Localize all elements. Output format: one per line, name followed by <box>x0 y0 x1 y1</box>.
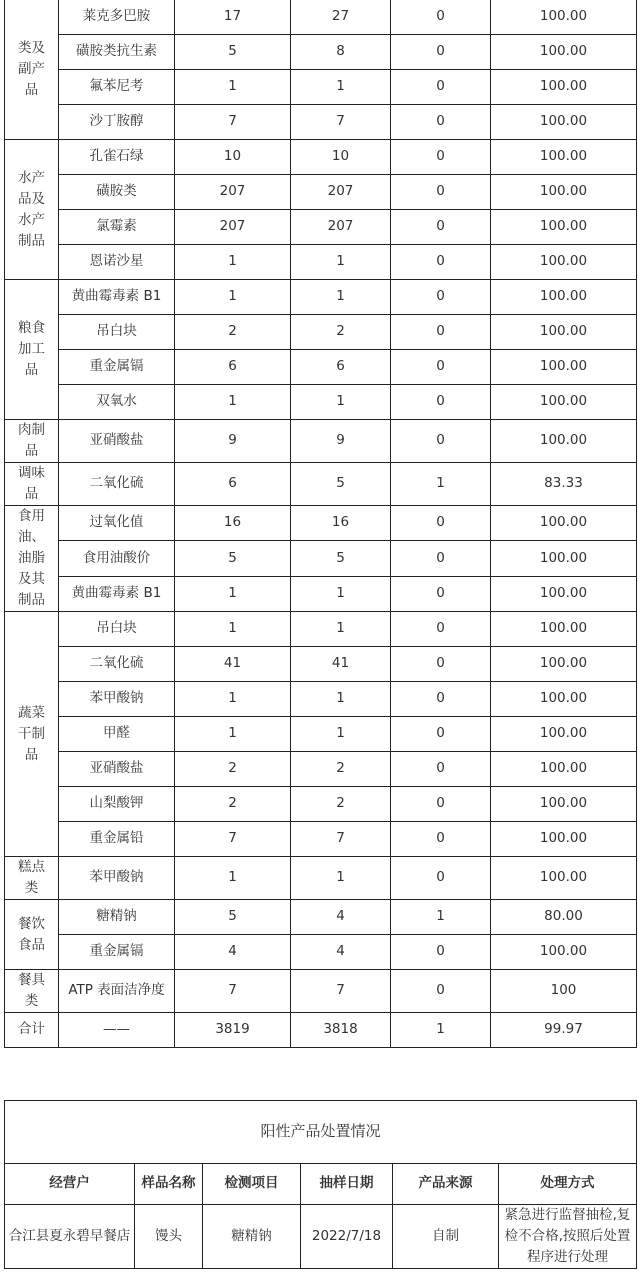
test-item-cell: 莱克多巴胺 <box>59 0 175 35</box>
sampled-count-cell: 5 <box>175 541 291 576</box>
table-row <box>5 463 637 506</box>
sampled-count-cell: 6 <box>175 463 291 506</box>
qualified-count-cell: 1 <box>291 576 391 611</box>
header-source: 产品来源 <box>393 1164 499 1205</box>
sampled-count-cell: 17 <box>175 0 291 35</box>
category-cell <box>5 506 59 612</box>
unqualified-count-cell: 0 <box>391 105 491 140</box>
header-operator: 经营户 <box>5 1164 135 1205</box>
pass-rate-cell: 100.00 <box>491 280 637 315</box>
test-item-cell: 氟苯尼考 <box>59 70 175 105</box>
table-row <box>5 70 637 105</box>
sampled-count-cell: 1 <box>175 717 291 752</box>
table-row <box>5 900 637 935</box>
qualified-count-cell: 1 <box>291 682 391 717</box>
pass-rate-cell: 100.00 <box>491 576 637 611</box>
test-item-cell: 亚硝酸盐 <box>59 752 175 787</box>
unqualified-count-cell: 0 <box>391 350 491 385</box>
total-row <box>5 1013 637 1048</box>
test-item-cell: 苯甲酸钠 <box>59 857 175 900</box>
qualified-count-cell: 2 <box>291 752 391 787</box>
pass-rate-cell: 100.00 <box>491 70 637 105</box>
sampled-count-cell: 2 <box>175 315 291 350</box>
pass-rate-cell: 100.00 <box>491 0 637 35</box>
unqualified-count-cell: 0 <box>391 35 491 70</box>
unqualified-count-cell: 0 <box>391 682 491 717</box>
test-item-cell: 重金属铅 <box>59 822 175 857</box>
unqualified-count-cell: 0 <box>391 210 491 245</box>
qualified-count-cell: 9 <box>291 420 391 463</box>
pass-rate-cell: 100.00 <box>491 35 637 70</box>
category-cell <box>5 280 59 420</box>
test-item-cell: 黄曲霉毒素 B1 <box>59 280 175 315</box>
positive-table-row <box>5 1205 637 1269</box>
sampled-count-cell: 207 <box>175 210 291 245</box>
test-item-cell: 山梨酸钾 <box>59 787 175 822</box>
table-row <box>5 506 637 541</box>
table-row <box>5 752 637 787</box>
table-row <box>5 935 637 970</box>
pass-rate-cell: 100.00 <box>491 210 637 245</box>
header-sample: 样品名称 <box>135 1164 203 1205</box>
table-row <box>5 210 637 245</box>
qualified-count-cell: 4 <box>291 935 391 970</box>
pass-rate-cell: 100.00 <box>491 506 637 541</box>
pass-rate-cell: 100.00 <box>491 175 637 210</box>
unqualified-count-cell: 0 <box>391 541 491 576</box>
unqualified-count-cell: 0 <box>391 822 491 857</box>
test-item-cell: 孔雀石绿 <box>59 140 175 175</box>
pass-rate-cell: 100.00 <box>491 752 637 787</box>
sampled-count-cell: 2 <box>175 752 291 787</box>
unqualified-count-cell: 0 <box>391 175 491 210</box>
test-item-cell: 亚硝酸盐 <box>59 420 175 463</box>
test-item-cell: 糖精钠 <box>59 900 175 935</box>
stats-table-body <box>5 0 637 1048</box>
category-label: 蔬菜干制品 <box>18 704 45 763</box>
cell-source: 自制 <box>393 1205 499 1269</box>
qualified-count-cell: 7 <box>291 105 391 140</box>
unqualified-count-cell: 0 <box>391 935 491 970</box>
sampled-count-cell: 207 <box>175 175 291 210</box>
qualified-count-cell: 1 <box>291 857 391 900</box>
table-row <box>5 576 637 611</box>
category-label: 餐饮食品 <box>18 915 45 953</box>
sampled-count-cell: 1 <box>175 70 291 105</box>
pass-rate-cell: 100.00 <box>491 682 637 717</box>
inspection-stats-table <box>4 0 637 1048</box>
test-item-cell: 黄曲霉毒素 B1 <box>59 576 175 611</box>
test-item-cell: 恩诺沙星 <box>59 245 175 280</box>
qualified-count-cell: 4 <box>291 900 391 935</box>
qualified-count-cell: 207 <box>291 210 391 245</box>
qualified-count-cell: 1 <box>291 717 391 752</box>
pass-rate-cell: 83.33 <box>491 463 637 506</box>
table-row <box>5 35 637 70</box>
sampled-count-cell: 1 <box>175 280 291 315</box>
sampled-count-cell: 16 <box>175 506 291 541</box>
test-item-cell: 重金属镉 <box>59 935 175 970</box>
sampled-count-cell: 5 <box>175 35 291 70</box>
qualified-count-cell: 10 <box>291 140 391 175</box>
table-row <box>5 717 637 752</box>
category-cell <box>5 140 59 280</box>
unqualified-count-cell: 0 <box>391 576 491 611</box>
pass-rate-cell: 100.00 <box>491 717 637 752</box>
category-label: 肉制品 <box>18 422 45 459</box>
unqualified-count-cell: 0 <box>391 0 491 35</box>
table-row <box>5 682 637 717</box>
test-item-cell: ATP 表面洁净度 <box>59 970 175 1013</box>
sampled-count-cell: 1 <box>175 385 291 420</box>
sampled-count-cell: 6 <box>175 350 291 385</box>
unqualified-count-cell: 0 <box>391 717 491 752</box>
table-row <box>5 420 637 463</box>
table-row <box>5 140 637 175</box>
cell-operator <box>5 1205 135 1269</box>
category-label: 餐具类 <box>18 972 45 1009</box>
table-row <box>5 175 637 210</box>
unqualified-count-cell: 0 <box>391 245 491 280</box>
sampled-count-cell: 1 <box>175 576 291 611</box>
table-row <box>5 647 637 682</box>
sampled-count-cell: 1 <box>175 682 291 717</box>
pass-rate-cell: 100.00 <box>491 420 637 463</box>
pass-rate-cell: 100.00 <box>491 385 637 420</box>
pass-rate-cell: 100.00 <box>491 140 637 175</box>
cell-sample: 馒头 <box>135 1205 203 1269</box>
category-cell <box>5 612 59 857</box>
test-item-cell: 二氧化硫 <box>59 647 175 682</box>
unqualified-count-cell: 0 <box>391 140 491 175</box>
category-cell <box>5 0 59 140</box>
test-item-cell: 苯甲酸钠 <box>59 682 175 717</box>
qualified-count-cell: 2 <box>291 315 391 350</box>
operator-text: 合江县夏永碧早餐店 <box>8 1228 131 1244</box>
category-cell <box>5 970 59 1013</box>
test-item-cell: 磺胺类 <box>59 175 175 210</box>
positive-table-title: 阳性产品处置情况 <box>5 1101 637 1164</box>
qualified-count-cell: 1 <box>291 612 391 647</box>
sampled-count-cell: 10 <box>175 140 291 175</box>
unqualified-count-cell: 0 <box>391 420 491 463</box>
unqualified-count-cell: 0 <box>391 787 491 822</box>
sampled-count-cell: 1 <box>175 245 291 280</box>
category-label: 食用油、油脂及其制品 <box>18 508 45 608</box>
unqualified-count-cell: 0 <box>391 70 491 105</box>
total-item-cell: —— <box>59 1013 175 1048</box>
unqualified-count-cell: 1 <box>391 900 491 935</box>
table-row <box>5 541 637 576</box>
unqualified-count-cell: 0 <box>391 970 491 1013</box>
action-text: 紧急进行监督抽检,复检不合格,按照后处置程序进行处理 <box>504 1207 631 1265</box>
qualified-count-cell: 8 <box>291 35 391 70</box>
category-cell <box>5 420 59 463</box>
positive-table-title-row <box>5 1101 637 1164</box>
category-label: 糕点类 <box>18 859 45 896</box>
pass-rate-cell: 100.00 <box>491 245 637 280</box>
qualified-count-cell: 16 <box>291 506 391 541</box>
unqualified-count-cell: 0 <box>391 315 491 350</box>
total-unqualified-cell: 1 <box>391 1013 491 1048</box>
total-sampled-cell: 3819 <box>175 1013 291 1048</box>
sampled-count-cell: 41 <box>175 647 291 682</box>
pass-rate-cell: 100.00 <box>491 105 637 140</box>
unqualified-count-cell: 1 <box>391 463 491 506</box>
sampled-count-cell: 4 <box>175 935 291 970</box>
sampled-count-cell: 7 <box>175 105 291 140</box>
pass-rate-cell: 100.00 <box>491 350 637 385</box>
total-rate-cell: 99.97 <box>491 1013 637 1048</box>
test-item-cell: 过氧化值 <box>59 506 175 541</box>
qualified-count-cell: 1 <box>291 385 391 420</box>
sampled-count-cell: 1 <box>175 857 291 900</box>
test-item-cell: 甲醛 <box>59 717 175 752</box>
qualified-count-cell: 1 <box>291 70 391 105</box>
unqualified-count-cell: 0 <box>391 385 491 420</box>
pass-rate-cell: 100.00 <box>491 647 637 682</box>
test-item-cell: 磺胺类抗生素 <box>59 35 175 70</box>
unqualified-count-cell: 0 <box>391 647 491 682</box>
table-row <box>5 0 637 35</box>
category-cell <box>5 857 59 900</box>
category-cell <box>5 463 59 506</box>
table-row <box>5 822 637 857</box>
qualified-count-cell: 7 <box>291 822 391 857</box>
sampled-count-cell: 2 <box>175 787 291 822</box>
qualified-count-cell: 1 <box>291 245 391 280</box>
unqualified-count-cell: 0 <box>391 506 491 541</box>
qualified-count-cell: 27 <box>291 0 391 35</box>
test-item-cell: 二氧化硫 <box>59 463 175 506</box>
table-row <box>5 105 637 140</box>
qualified-count-cell: 7 <box>291 970 391 1013</box>
pass-rate-cell: 100.00 <box>491 857 637 900</box>
unqualified-count-cell: 0 <box>391 857 491 900</box>
category-label: 粮食加工品 <box>18 320 45 378</box>
qualified-count-cell: 5 <box>291 541 391 576</box>
pass-rate-cell: 100.00 <box>491 612 637 647</box>
cell-date: 2022/7/18 <box>301 1205 393 1269</box>
table-row <box>5 315 637 350</box>
pass-rate-cell: 100.00 <box>491 541 637 576</box>
table-row <box>5 857 637 900</box>
total-label-cell: 合计 <box>5 1013 59 1048</box>
table-row <box>5 612 637 647</box>
positive-table-header-row <box>5 1164 637 1205</box>
pass-rate-cell: 100.00 <box>491 315 637 350</box>
positive-products-table <box>4 1100 637 1269</box>
header-action: 处理方式 <box>499 1164 637 1205</box>
unqualified-count-cell: 0 <box>391 752 491 787</box>
pass-rate-cell: 100 <box>491 970 637 1013</box>
sampled-count-cell: 7 <box>175 822 291 857</box>
unqualified-count-cell: 0 <box>391 280 491 315</box>
table-row <box>5 970 637 1013</box>
test-item-cell: 吊白块 <box>59 315 175 350</box>
sampled-count-cell: 1 <box>175 612 291 647</box>
category-label: 调味品 <box>18 465 45 502</box>
table-row <box>5 245 637 280</box>
qualified-count-cell: 6 <box>291 350 391 385</box>
header-date: 抽样日期 <box>301 1164 393 1205</box>
test-item-cell: 重金属镉 <box>59 350 175 385</box>
table-row <box>5 280 637 315</box>
unqualified-count-cell: 0 <box>391 612 491 647</box>
table-row <box>5 385 637 420</box>
pass-rate-cell: 100.00 <box>491 822 637 857</box>
test-item-cell: 双氧水 <box>59 385 175 420</box>
pass-rate-cell: 100.00 <box>491 787 637 822</box>
qualified-count-cell: 41 <box>291 647 391 682</box>
sampled-count-cell: 5 <box>175 900 291 935</box>
sampled-count-cell: 9 <box>175 420 291 463</box>
pass-rate-cell: 100.00 <box>491 935 637 970</box>
sampled-count-cell: 7 <box>175 970 291 1013</box>
qualified-count-cell: 2 <box>291 787 391 822</box>
test-item-cell: 氯霉素 <box>59 210 175 245</box>
test-item-cell: 食用油酸价 <box>59 541 175 576</box>
pass-rate-cell: 80.00 <box>491 900 637 935</box>
table-row <box>5 787 637 822</box>
test-item-cell: 沙丁胺醇 <box>59 105 175 140</box>
total-qualified-cell: 3818 <box>291 1013 391 1048</box>
qualified-count-cell: 5 <box>291 463 391 506</box>
category-label: 类及副产品 <box>18 40 45 98</box>
category-label: 水产品及水产制品 <box>18 169 45 249</box>
category-cell <box>5 900 59 970</box>
header-test-item: 检测项目 <box>203 1164 301 1205</box>
cell-action <box>499 1205 637 1269</box>
cell-test-item: 糖精钠 <box>203 1205 301 1269</box>
qualified-count-cell: 207 <box>291 175 391 210</box>
qualified-count-cell: 1 <box>291 280 391 315</box>
table-row <box>5 350 637 385</box>
test-item-cell: 吊白块 <box>59 612 175 647</box>
